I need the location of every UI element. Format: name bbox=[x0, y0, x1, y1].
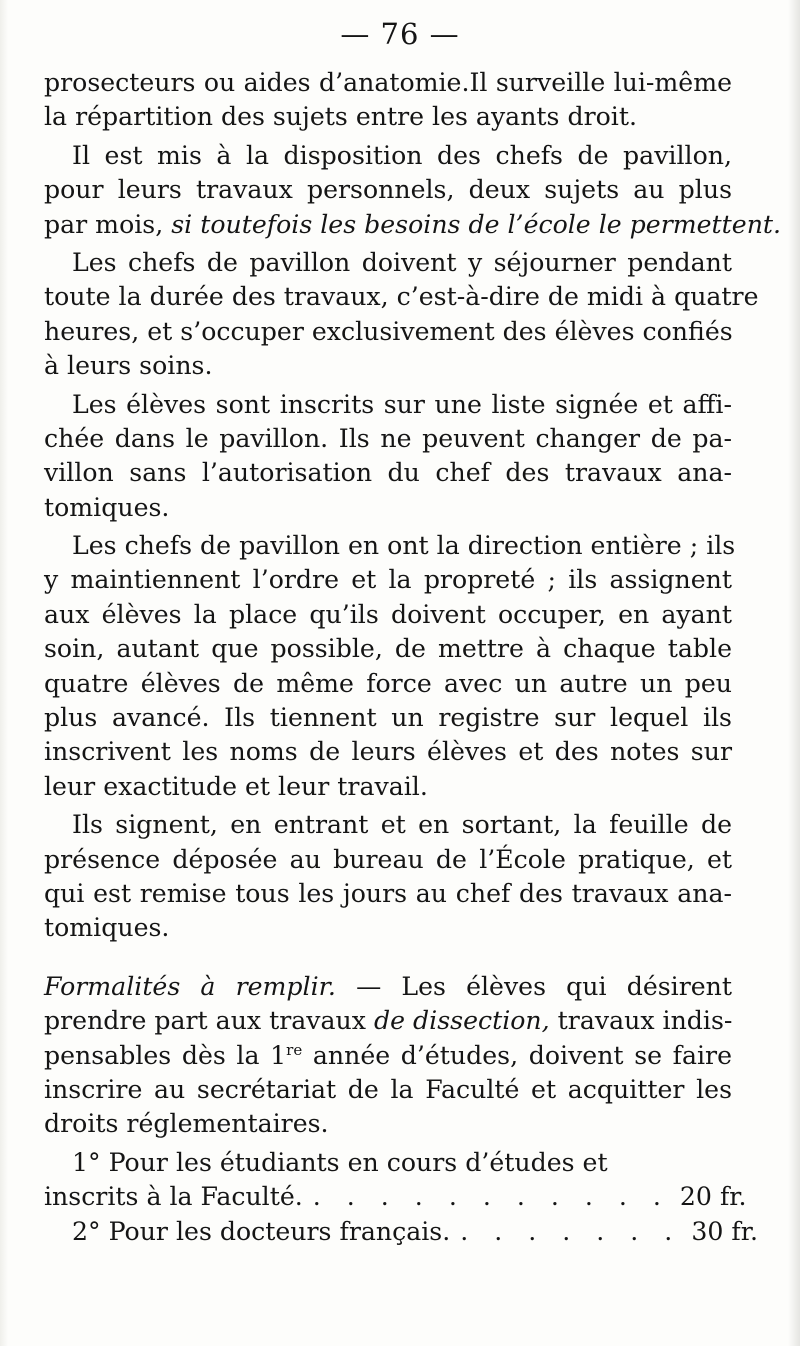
page-left-edge-shadow bbox=[0, 0, 8, 1346]
text-line: prosecteurs ou aides d’anatomie.Il surveille lui-même bbox=[44, 68, 732, 97]
fee-item-2-row bbox=[44, 1215, 758, 1249]
text-line: aux élèves la place qu’ils doivent occuper, en ayant bbox=[44, 599, 732, 629]
text-line: qui est remise tous les jours au chef des travaux ana- bbox=[44, 878, 732, 908]
text-line: Ils signent, en entrant et en sortant, la feuille de bbox=[72, 810, 732, 840]
text-span: travaux indis- bbox=[557, 1006, 733, 1036]
text-line bbox=[44, 1039, 732, 1073]
text-line: toute la durée des travaux, c’est-à-dire de midi à quatre bbox=[44, 282, 759, 312]
text-line: Les chefs de pavillon doivent y séjourner pendant bbox=[72, 247, 732, 277]
text-line: heures, et s’occuper exclusivement des élèves confiés bbox=[44, 316, 733, 346]
italic-phrase: si toutefois les besoins de l’école le permettent. bbox=[171, 209, 782, 239]
text-line: tomiques. bbox=[44, 913, 170, 943]
fee-item-2-label: 2° Pour les docteurs français. bbox=[72, 1216, 451, 1246]
text-line: plus avancé. Ils tiennent un registre sur lequel ils bbox=[44, 703, 732, 733]
text-line: soin, autant que possible, de mettre à chaque table bbox=[44, 634, 732, 664]
fee-item-1-line: 1° Pour les étudiants en cours d’études et bbox=[72, 1147, 608, 1177]
text-line: droits réglementaires. bbox=[44, 1109, 329, 1139]
superscript: re bbox=[286, 1040, 303, 1059]
fee-item-2-amount: 30 fr. bbox=[691, 1216, 758, 1246]
text-line: Les élèves sont inscrits sur une liste signée et affi- bbox=[72, 389, 732, 419]
text-span: — Les élèves qui désirent bbox=[356, 971, 732, 1001]
fee-item-1-label: inscrits à la Faculté. bbox=[44, 1182, 303, 1212]
text-line: y maintiennent l’ordre et la propreté ; ils assignent bbox=[44, 565, 732, 595]
text-line: chée dans le pavillon. Ils ne peuvent changer de pa- bbox=[44, 423, 732, 453]
text-line: quatre élèves de même force avec un autre un peu bbox=[44, 668, 732, 698]
text-span: pensables dès la 1 bbox=[44, 1040, 287, 1070]
text-line: villon sans l’autorisation du chef des travaux ana- bbox=[44, 458, 732, 488]
section-heading: Formalités à remplir. bbox=[44, 971, 336, 1001]
text-line: Il est mis à la disposition des chefs de pavillon, bbox=[72, 140, 732, 170]
text-line: Les chefs de pavillon en ont la direction entière ; ils bbox=[72, 531, 736, 561]
text-line bbox=[44, 970, 732, 1004]
page-binding-shadow bbox=[788, 0, 800, 1346]
text-span: année d’études, doivent se faire bbox=[312, 1040, 732, 1070]
italic-phrase: de dissection, bbox=[374, 1006, 550, 1036]
text-line: inscrire au secrétariat de la Faculté et acquitter les bbox=[44, 1074, 732, 1104]
text-line bbox=[44, 1004, 732, 1038]
text-line: tomiques. bbox=[44, 492, 170, 522]
text-line: présence déposée au bureau de l’École pratique, et bbox=[44, 844, 732, 874]
text-line: à leurs soins. bbox=[44, 351, 213, 381]
text-line: inscrivent les noms de leurs élèves et des notes sur bbox=[44, 737, 732, 767]
fee-item-1-amount: 20 fr. bbox=[679, 1182, 747, 1212]
leader-dots: . . . . . . . . . . . bbox=[312, 1182, 670, 1212]
text-line: pour leurs travaux personnels, deux sujets au plus bbox=[44, 175, 732, 205]
page-number: — 76 — bbox=[340, 17, 460, 51]
section-gap bbox=[44, 946, 732, 970]
text-span: par mois, bbox=[44, 209, 164, 239]
leader-dots: . . . . . . . bbox=[460, 1216, 682, 1246]
page-body-text bbox=[44, 66, 782, 1249]
text-span: prendre part aux travaux bbox=[44, 1006, 366, 1036]
text-line: leur exactitude et leur travail. bbox=[44, 771, 428, 801]
text-line: la répartition des sujets entre les ayants droit. bbox=[44, 102, 637, 132]
fee-item-1-row bbox=[44, 1180, 747, 1214]
text-line bbox=[44, 208, 782, 242]
